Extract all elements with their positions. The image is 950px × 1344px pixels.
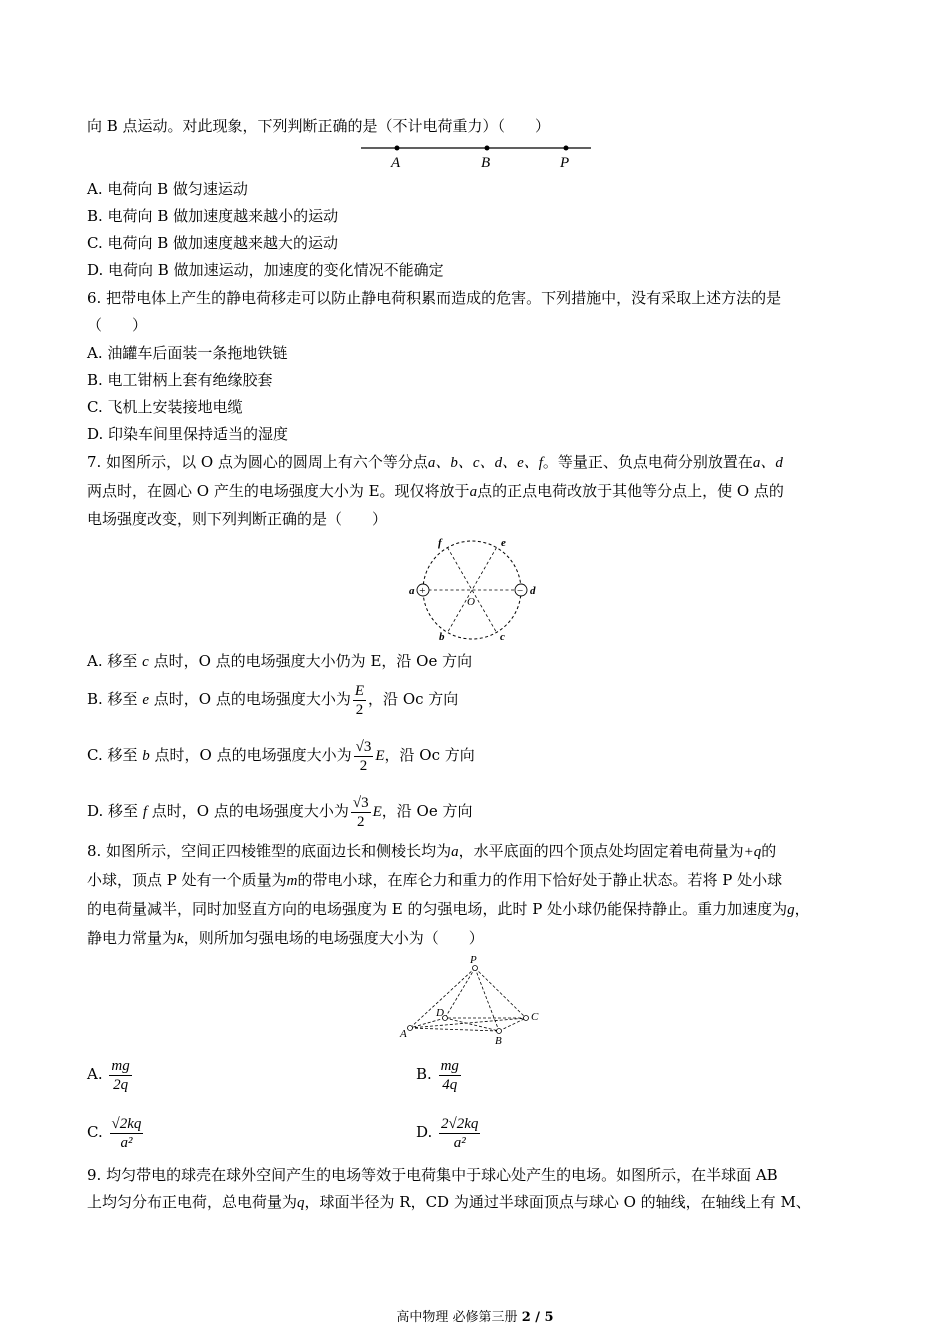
- fraction: $\frac{E}{2}$: [354, 682, 365, 718]
- q7-circle-figure: [405, 533, 545, 643]
- q8-stem-line3: 的电荷量减半，同时加竖直方向的电场强度为 E 的匀强电场，此时 P 处小球仍能保持静止。重力加速度为g，: [87, 900, 810, 918]
- q6-option-d: D. 印染车间里保持适当的湿度: [87, 425, 289, 443]
- page-number: 2 / 5: [521, 1310, 554, 1325]
- svg-text:−: −: [517, 585, 524, 597]
- label-c: C: [531, 1011, 539, 1023]
- q8-stem-line1: 8. 如图所示，空间正四棱锥型的底面边长和侧棱长均为a，水平底面的四个顶点处均固定着电荷量为+q的: [87, 842, 777, 860]
- q5-option-c: C. 电荷向 B 做加速度越来越大的运动: [87, 234, 339, 252]
- label-b: B: [481, 155, 491, 171]
- label-b: b: [439, 631, 445, 643]
- q7-stem-line1: 7. 如图所示，以 O 点为圆心的圆周上有六个等分点a、b、c、d、e、f。等量正、负点电荷分别放置在a、d: [87, 453, 783, 471]
- q8-option-b: B. $\frac{mg}{4q}$: [416, 1057, 459, 1093]
- label-o: O: [467, 596, 475, 608]
- point-a-dot: [395, 146, 400, 151]
- label-a: A: [391, 155, 401, 171]
- q5-option-a: A. 电荷向 B 做匀速运动: [87, 180, 248, 198]
- q7-option-c: C. 移至 b 点时，O 点的电场强度大小为 $\frac{√3}{2}$ E，沿 Oc 方向: [87, 738, 475, 774]
- q9-stem-line1: 9. 均匀带电的球壳在球外空间产生的电场等效于电荷集中于球心处产生的电场。如图所示，在半球面 AB: [87, 1166, 778, 1184]
- label-p: P: [470, 954, 477, 966]
- q5-figure: [355, 138, 600, 174]
- svg-text:+: +: [419, 585, 426, 597]
- label-a: a: [409, 585, 415, 597]
- q6-option-c: C. 飞机上安装接地电缆: [87, 398, 243, 416]
- fraction: $\frac{√3}{2}$: [355, 738, 372, 774]
- point-p-dot: [564, 146, 569, 151]
- q8-stem-line4: 静电力常量为k，则所加匀强电场的电场强度大小为（ ）: [87, 929, 484, 947]
- label-p: P: [560, 155, 570, 171]
- q5-option-d: D. 电荷向 B 做加速运动，加速度的变化情况不能确定: [87, 261, 444, 279]
- fraction: $\frac{√3}{2}$: [352, 794, 369, 830]
- q6-answer-paren: （ ）: [87, 316, 148, 334]
- fraction: $\frac{mg}{2q}$: [111, 1057, 130, 1093]
- q5-option-b: B. 电荷向 B 做加速度越来越小的运动: [87, 207, 339, 225]
- q8-option-c: C. $\frac{√2kq}{\text{a²}}$: [87, 1115, 142, 1151]
- footer-subject: 高中物理 必修第三册: [396, 1310, 518, 1325]
- q8-stem-line2: 小球，顶点 P 处有一个质量为m的带电小球，在库仑力和重力的作用下恰好处于静止状态。若将 P 处小球: [87, 871, 783, 889]
- fraction: $\frac{mg}{4q}$: [440, 1057, 459, 1093]
- q5-stem: 向 B 点运动。对此现象，下列判断正确的是（不计电荷重力）（ ）: [87, 117, 551, 135]
- label-d: d: [530, 585, 536, 597]
- q6-option-a: A. 油罐车后面装一条拖地铁链: [87, 344, 288, 362]
- q7-option-b: B. 移至 e 点时，O 点的电场强度大小为 $\frac{E}{2}$ ，沿 Oc 方向: [87, 682, 459, 718]
- point-b-dot: [485, 146, 490, 151]
- q8-option-a: A. $\frac{mg}{2q}$: [87, 1057, 130, 1093]
- q6-option-b: B. 电工钳柄上套有绝缘胶套: [87, 371, 273, 389]
- label-c: c: [500, 631, 505, 643]
- q7-option-d: D. 移至 f 点时，O 点的电场强度大小为 $\frac{√3}{2}$ E，沿 Oe 方向: [87, 794, 473, 830]
- label-b: B: [495, 1035, 502, 1047]
- label-a: A: [400, 1028, 407, 1040]
- q7-option-a: A. 移至 c 点时，O 点的电场强度大小仍为 E，沿 Oe 方向: [87, 652, 473, 670]
- q6-stem: 6. 把带电体上产生的静电荷移走可以防止静电荷积累而造成的危害。下列措施中，没有采取上述方法的是: [87, 289, 782, 307]
- q9-stem-line2: 上均匀分布正电荷，总电荷量为q，球面半径为 R，CD 为通过半球面顶点与球心 O 的轴线，在轴线上有 M、: [87, 1193, 811, 1211]
- q8-pyramid-figure: [398, 953, 548, 1048]
- label-f: f: [438, 537, 442, 549]
- page-footer: [0, 1306, 950, 1325]
- label-d: D: [436, 1007, 444, 1019]
- fraction: $\frac{2√2kq}{\text{a²}}$: [441, 1115, 479, 1151]
- fraction: $\frac{√2kq}{\text{a²}}$: [111, 1115, 142, 1151]
- q7-stem-line2: 两点时，在圆心 O 产生的电场强度大小为 E。现仅将放于a点的正点电荷改放于其他等分点上，使 O 点的: [87, 482, 784, 500]
- q7-stem-line3: 电场强度改变，则下列判断正确的是（ ）: [87, 510, 388, 528]
- label-e: e: [501, 537, 506, 549]
- q8-option-d: D. $\frac{2√2kq}{\text{a²}}$: [416, 1115, 479, 1151]
